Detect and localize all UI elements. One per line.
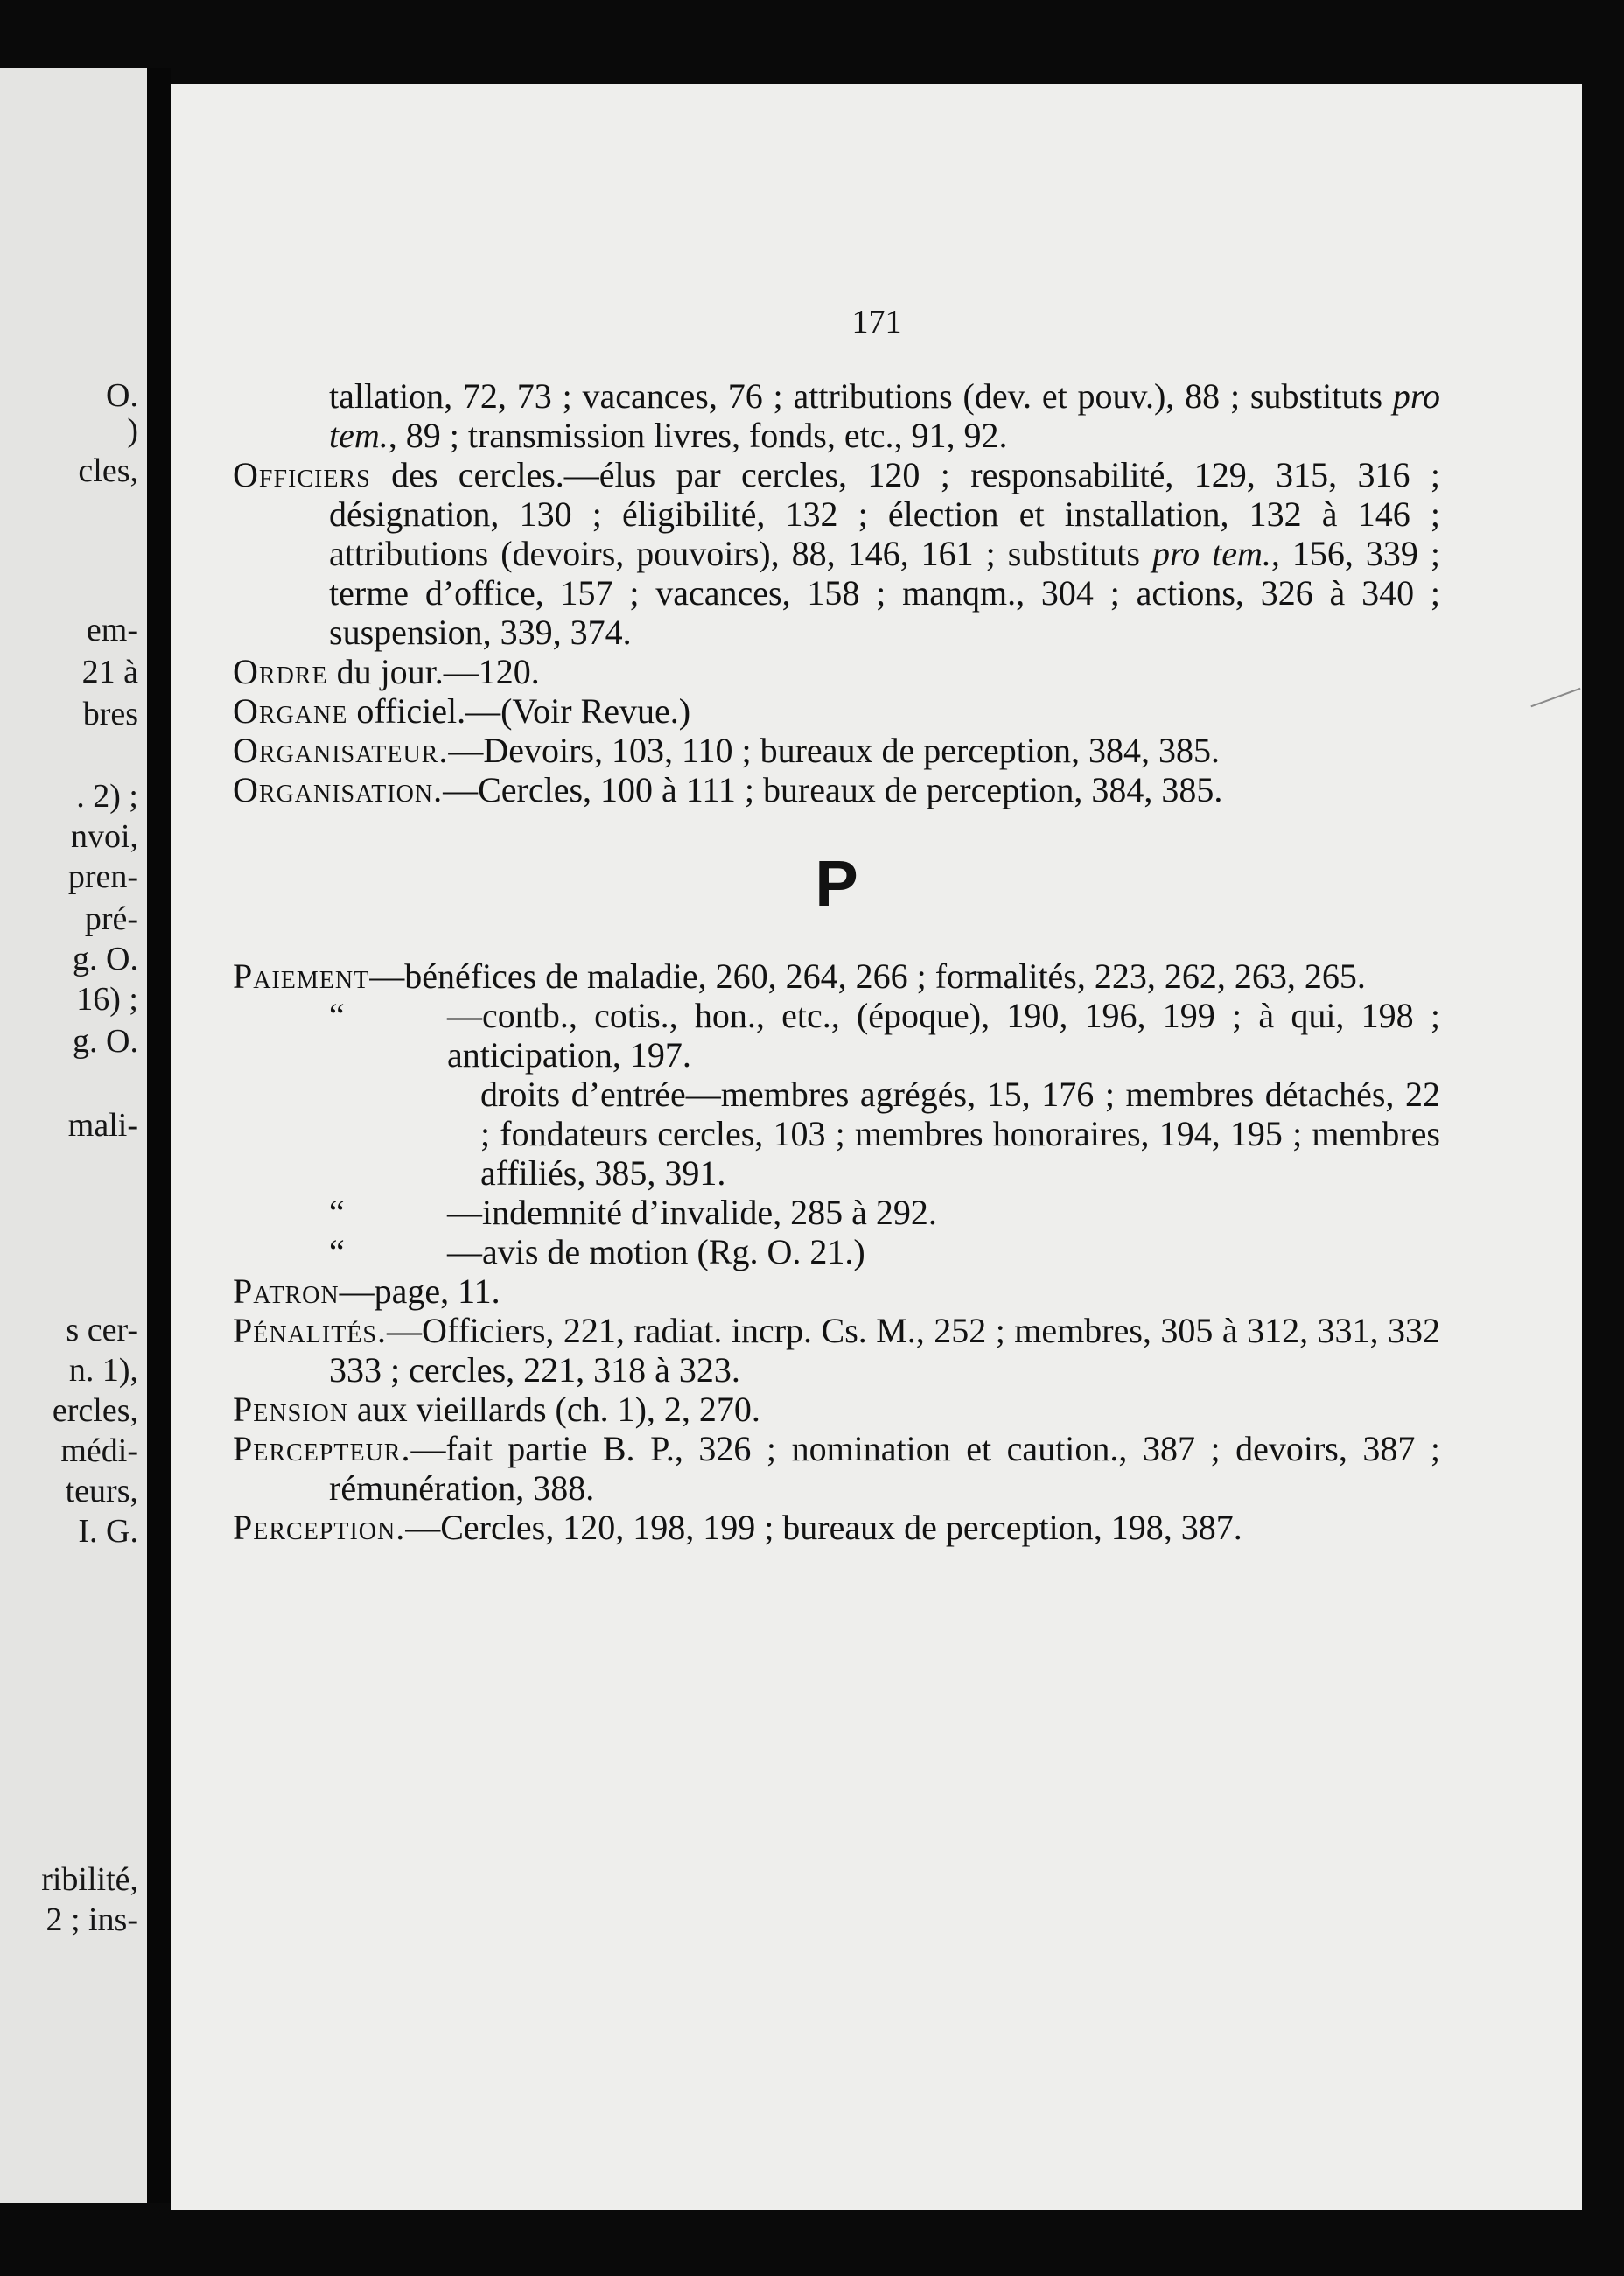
left-fragment: I. G. — [78, 1513, 138, 1550]
left-fragment: 21 à — [81, 654, 138, 690]
index-page — [172, 84, 1582, 2210]
entry-head: Percepteur. — [233, 1429, 411, 1468]
left-fragment: 2 ; ins- — [46, 1901, 138, 1938]
index-entry-perception: Perception.—Cercles, 120, 198, 199 ; bureaux de perception, 198, 387. — [233, 1508, 1242, 1547]
entry-head: Ordre — [233, 652, 328, 691]
index-entry-organe: Organe officiel.—(Voir Revue.) — [233, 691, 691, 731]
entry-head: Paiement — [233, 956, 370, 996]
entry-head: Organisateur. — [233, 731, 449, 770]
index-entry-patron: Patron—page, 11. — [233, 1271, 500, 1311]
left-fragment: g. O. — [73, 1023, 138, 1060]
page-number: 171 — [851, 304, 902, 340]
left-fragment: nvoi, — [70, 818, 138, 855]
paiement-sub-entry: “ —avis de motion (Rg. O. 21.) — [329, 1232, 865, 1271]
left-fragment: s cer- — [66, 1312, 138, 1348]
paiement-sub-entry: “ —contb., cotis., hon., etc., (époque), 190, 196, 199 ; à qui, 198 ; anticipation, 197. — [329, 996, 1440, 1075]
left-fragment: n. 1), — [68, 1352, 138, 1389]
index-entry-officiers: Officiers des cercles.—élus par cercles, 120 ; responsabilité, 129, 315, 316 ; désignation, 130 ; éligibilité, 132 ; élection et installation, 132 à 146 ; attributions (devoirs, pouvoirs), 88, 146, 161 ; substituts pro tem., 156, 339 ; terme d’office, 157 ; vacances, 158 ; manqm., 304 ; actions, 326 à 340 ; suspension, 339, 374. — [233, 455, 1440, 652]
left-fragment: bres — [82, 696, 138, 732]
paiement-sub-entry: droits d’entrée—membres agrégés, 15, 176 ; membres détachés, 22 ; fondateurs cercles, 103 ; membres honoraires, 194, 195 ; membres affiliés, 385, 391. — [480, 1075, 1440, 1193]
entry-head: Pension — [233, 1390, 348, 1429]
left-fragment: teurs, — [65, 1473, 138, 1509]
index-entry-continuation: tallation, 72, 73 ; vacances, 76 ; attributions (dev. et pouv.), 88 ; substituts pro tem., 89 ; transmission livres, fonds, etc., 91, 92. — [329, 376, 1440, 455]
index-entry-percepteur: Percepteur.—fait partie B. P., 326 ; nomination et caution., 387 ; devoirs, 387 ; rémunération, 388. — [233, 1429, 1440, 1508]
index-content — [233, 376, 1440, 1547]
entry-head: Organe — [233, 691, 348, 731]
left-fragment: em- — [86, 612, 138, 648]
ditto-mark: “ — [329, 996, 345, 1035]
left-fragment: cles, — [78, 452, 138, 489]
index-entry-penalites: Pénalités.—Officiers, 221, radiat. incrp. Cs. M., 252 ; membres, 305 à 312, 331, 332 333 ; cercles, 221, 318 à 323. — [233, 1311, 1440, 1390]
page-gutter — [147, 68, 172, 2203]
ditto-mark: “ — [329, 1232, 345, 1271]
ditto-mark: “ — [329, 1193, 345, 1232]
letter-heading: P — [815, 847, 858, 920]
index-entry-paiement: Paiement—bénéfices de maladie, 260, 264, 266 ; formalités, 223, 262, 263, 265. — [233, 956, 1366, 996]
entry-head: Patron — [233, 1271, 340, 1311]
left-page-fragment — [0, 68, 147, 2203]
left-fragment: pré- — [84, 900, 138, 937]
margin-mark — [1530, 688, 1580, 707]
left-fragment: médi- — [60, 1432, 138, 1469]
entry-head: Perception. — [233, 1508, 406, 1547]
left-fragment: 16) ; — [76, 981, 138, 1018]
left-fragment: g. O. — [73, 941, 138, 977]
left-fragment: pren- — [67, 858, 138, 895]
entry-head: Officiers — [233, 455, 371, 494]
entry-head: Pénalités. — [233, 1311, 387, 1350]
left-fragment: mali- — [67, 1107, 138, 1144]
index-entry-ordre: Ordre du jour.—120. — [233, 652, 540, 691]
left-fragment: . 2) ; — [76, 778, 138, 815]
left-fragment: ribilité, — [41, 1861, 138, 1898]
left-fragment: ) — [127, 412, 138, 449]
entry-head: Organisation. — [233, 770, 444, 809]
left-fragment: O. — [106, 377, 138, 414]
index-entry-organisation: Organisation.—Cercles, 100 à 111 ; bureaux de perception, 384, 385. — [233, 770, 1223, 809]
left-fragment: ercles, — [52, 1392, 138, 1429]
paiement-sub-entry: “ —indemnité d’invalide, 285 à 292. — [329, 1193, 937, 1232]
index-entry-organisateur: Organisateur.—Devoirs, 103, 110 ; bureaux de perception, 384, 385. — [233, 731, 1221, 770]
index-entry-pension: Pension aux vieillards (ch. 1), 2, 270. — [233, 1390, 760, 1429]
